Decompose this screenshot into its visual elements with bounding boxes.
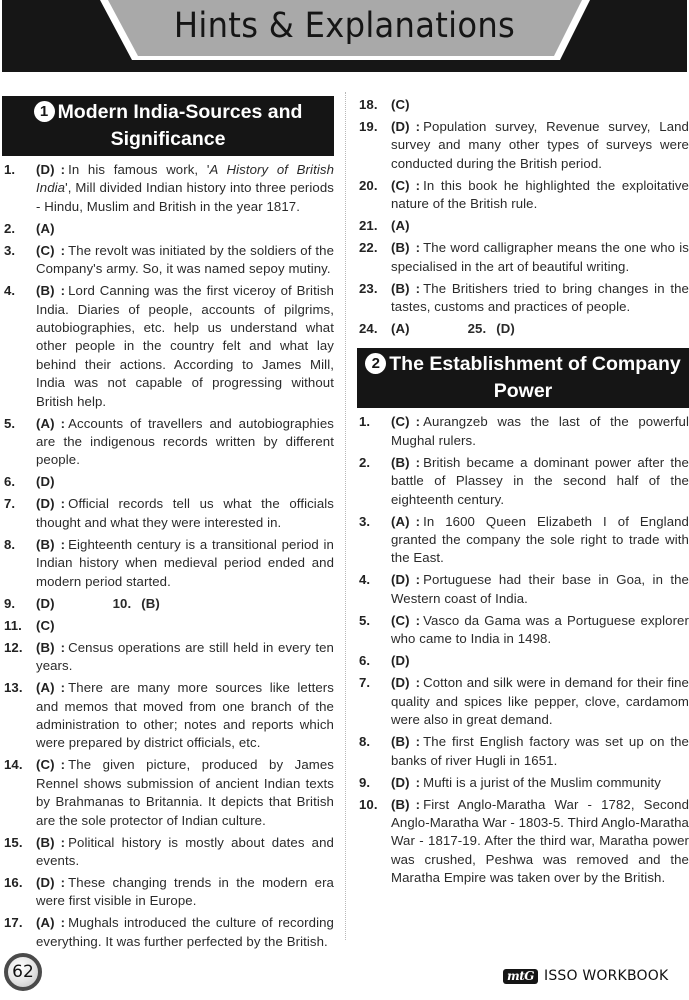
separator: : [60,757,66,773]
answer-item [2,415,334,470]
question-number: 20. [359,177,378,193]
separator: : [60,834,66,850]
separator: : [415,675,421,691]
answer-option: (B) [391,240,410,256]
answer-item [357,177,689,214]
answer-option: (D) [391,774,410,790]
answer-option: (B) [36,536,55,552]
answer-item [2,282,334,411]
question-number: 7. [359,675,371,691]
separator: : [415,280,421,296]
answer-option: (B) [36,834,55,850]
question-number: 4. [4,283,16,299]
question-number: 11. [4,617,22,633]
answer-option: (D) [496,321,515,337]
separator: : [60,639,66,655]
answer-item [357,612,689,649]
separator: : [415,796,421,812]
question-number: 10. [112,595,132,611]
answer-item [357,454,689,509]
question-number: 5. [359,612,371,628]
explanation-text: Census operations are still held in every ten years. [36,639,334,674]
workbook-name: ISSO WORKBOOK [544,968,669,984]
answer-option: (D) [391,653,410,669]
answer-item [2,617,334,635]
column-divider [345,92,346,940]
separator: : [60,283,66,299]
answer-option: (B) [36,639,55,655]
book-title: A History of British India [36,162,335,196]
question-number: 13. [4,680,23,696]
answer-option: (A) [36,915,55,931]
separator: : [415,414,421,430]
answer-item [2,220,334,238]
question-number: 21. [359,218,378,234]
separator: : [60,496,66,512]
answer-option: (C) [391,612,410,628]
explanation-text: These changing trends in the modern era were first visible in Europe. [36,874,334,909]
answer-item [357,796,689,888]
answer-item [2,595,334,613]
separator: : [415,572,421,588]
question-number: 2. [4,220,16,236]
section-title: Modern India-Sources and Significance [57,101,303,150]
question-number: 3. [359,513,371,529]
explanation-text: The first English factory was set up on the banks of river Hugli in 1651. [391,734,689,768]
question-number: 24. [359,321,378,337]
answer-item [357,513,689,568]
separator: : [415,774,421,790]
question-number: 9. [4,595,16,611]
answer-item [2,874,334,911]
question-number: 7. [4,496,16,512]
explanation-text: There are many more sources like letters and memos that moved from one branch of the administration to other; notes and reports which were prepared by district officials, etc. [36,680,334,751]
question-number: 18. [359,97,378,112]
answer-option: (D) [36,162,55,177]
answer-item [357,571,689,608]
section-number-badge: 1 [34,101,55,122]
answer-item [2,914,334,951]
answer-item [2,756,334,830]
section-number-badge: 2 [365,353,386,374]
answer-option: (B) [391,734,410,750]
section-title: The Establishment of Company Power [389,353,681,403]
separator: : [60,915,66,931]
answer-item [357,652,689,670]
answer-item [357,239,689,276]
explanation-text: First Anglo-Maratha War - 1782, Second Anglo-Maratha War - 1803-5. Third Anglo-Maratha War - 1817-19. After the third war, Maratha power was crushed, Peshwa was removed and the Maratha Empire was taken over by the British. [391,796,689,886]
answer-option: (B) [36,283,55,299]
question-number: 14. [4,757,23,773]
explanation-text: Accounts of travellers and autobiographies are the indigenous records written by different people. [36,415,334,468]
explanation-text: Political history is mostly about dates and events. [36,834,334,868]
answer-option: (A) [36,220,55,236]
explanation-text: Mughals introduced the culture of recording everything. It was further perfected by the British. [36,915,334,949]
explanation-text: Vasco da Gama was a Portuguese explorer who came to India in 1498. [391,612,689,647]
answer-item [357,774,689,792]
explanation-text: The word calligrapher means the one who is specialised in the art of beautiful writing. [391,240,689,274]
section-2-heading [357,348,689,408]
answer-option: (A) [36,415,55,431]
separator: : [60,415,66,431]
explanation-text: The Britishers tried to bring changes in the tastes, customs and practices of people. [391,280,689,315]
answer-item [2,161,334,216]
answer-option: (D) [36,595,55,611]
explanation-text: In 1600 Queen Elizabeth I of England granted the company the sole right to trade with the East. [391,513,689,566]
separator: : [415,454,421,470]
explanation-text: In his famous work, ' [68,162,210,177]
answer-item [357,413,689,450]
right-column [357,96,689,891]
question-number: 6. [359,653,371,669]
answer-option: (C) [36,757,55,773]
separator: : [415,734,421,750]
answer-item [2,473,334,491]
answer-option: (A) [391,218,410,234]
answer-item [357,280,689,317]
answer-option: (D) [391,675,410,691]
question-number: 5. [4,415,16,431]
question-number: 8. [359,734,371,750]
question-number: 1. [359,414,371,430]
answer-option: (C) [391,177,410,193]
question-number: 10. [359,796,378,812]
separator: : [415,513,421,529]
explanation-text: Cotton and silk were in demand for their fine quality and spices like pepper, clove, cardamom were also in great demand. [391,675,689,728]
section-1-heading [2,96,334,156]
answer-item [357,96,689,114]
separator: : [60,162,66,177]
question-number: 23. [359,280,378,296]
question-number: 19. [359,119,378,134]
separator: : [415,240,421,256]
answer-option: (D) [36,474,55,490]
explanation-text: Population survey, Revenue survey, Land survey and many other types of surveys were conducted during the British period. [391,119,689,171]
question-number: 2. [359,454,371,470]
explanation-text: Aurangzeb was the last of the powerful Mughal rulers. [391,414,689,448]
answer-option: (B) [391,280,410,296]
answer-option: (B) [141,595,160,611]
left-column [2,96,334,955]
answer-option: (C) [391,97,410,112]
page-title: Hints & Explanations [173,6,516,46]
explanation-text: In this book he highlighted the exploitative nature of the British rule. [391,177,689,212]
explanation-text: Official records tell us what the officials thought and what they were interested in. [36,496,334,530]
question-number: 16. [4,874,23,890]
separator: : [60,536,66,552]
answer-item [2,834,334,871]
question-number: 3. [4,242,16,258]
answer-item [2,679,334,753]
question-number: 1. [4,162,16,177]
answer-option: (A) [391,513,410,529]
answer-item [2,242,334,279]
header-banner [2,0,687,72]
answer-option: (A) [391,321,410,337]
separator: : [60,874,66,890]
answer-item [357,118,689,173]
page-number-badge: 62 [4,953,42,991]
answer-option: (D) [36,496,55,512]
explanation-text: Eighteenth century is a transitional period in Indian history when medieval period ended and modern period started. [36,536,334,589]
answer-option: (A) [36,680,55,696]
answer-item [357,217,689,235]
question-number: 25. [467,321,487,337]
separator: : [415,612,421,628]
answer-option: (D) [391,572,410,588]
answer-item [2,495,334,532]
explanation-text: ', Mill divided Indian history into three periods - Hindu, Muslim and British in the year 1817. [36,180,334,214]
question-number: 6. [4,474,16,490]
question-number: 22. [359,240,378,256]
answer-item [2,639,334,676]
answer-item [357,674,689,729]
answer-option: (D) [391,119,410,134]
question-number: 17. [4,915,23,931]
answer-option: (C) [36,242,55,258]
question-number: 15. [4,834,23,850]
separator: : [415,177,421,193]
answer-item [357,320,689,338]
answer-item [357,733,689,770]
separator: : [60,680,66,696]
explanation-text: Portuguese had their base in Goa, in the Western coast of India. [391,572,689,606]
separator: : [415,119,421,134]
question-number: 8. [4,536,16,552]
answer-option: (B) [391,796,410,812]
separator: : [60,242,66,258]
explanation-text: Mufti is a jurist of the Muslim community [423,774,661,790]
answer-item [2,536,334,591]
explanation-text: British became a dominant power after the battle of Plassey in the second half of the eighteenth century. [391,454,689,507]
explanation-text: Lord Canning was the first viceroy of British India. Diaries of people, accounts of pilgrims, autobiographies, etc. help us understand what other people in the country felt and what lay behind their actions. According to James Mill, India was not capable of progressing without British help. [36,283,334,409]
mtg-logo-icon: mtG [503,969,538,984]
question-number: 9. [359,774,371,790]
explanation-text: The given picture, produced by James Rennel shows submission of ancient Indian texts by Brahmanas to Britannia. It depicts that British are the sole protector of Indian culture. [36,757,334,828]
explanation-text: The revolt was initiated by the soldiers of the Company's army. So, it was named sepoy mutiny. [36,242,334,277]
footer-brand [503,968,668,984]
answer-option: (C) [36,617,55,633]
answer-option: (C) [391,414,410,430]
question-number: 12. [4,639,23,655]
answer-option: (D) [36,874,55,890]
question-number: 4. [359,572,371,588]
answer-option: (B) [391,454,410,470]
